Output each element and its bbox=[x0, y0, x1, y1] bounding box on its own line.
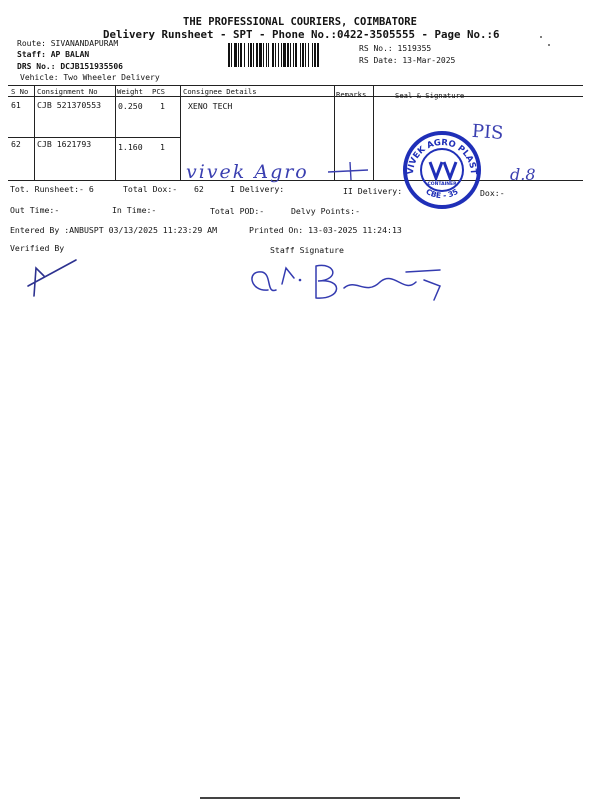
staff-signature-scribble bbox=[252, 265, 440, 300]
table-top-line bbox=[8, 85, 583, 86]
header-consignee: Consignee Details bbox=[183, 87, 257, 96]
stamp-bottom-text: CBE - 35 bbox=[424, 186, 460, 201]
table-row-consignment: CJB 521370553 bbox=[37, 100, 102, 110]
dox-label: Dox:- bbox=[480, 188, 505, 198]
header-weight: Weight bbox=[117, 87, 143, 96]
total-dox-value: 62 bbox=[194, 184, 204, 194]
staff-signature-label: Staff Signature bbox=[270, 245, 344, 255]
company-title: THE PROFESSIONAL COURIERS, COIMBATORE bbox=[183, 16, 417, 28]
rs-number: RS No.: 1519355 bbox=[359, 44, 432, 53]
table-row-consignee: XENO TECH bbox=[188, 101, 233, 111]
header-consignment: Consignment No bbox=[37, 87, 98, 96]
handwritten-signature: vivek Agro bbox=[186, 161, 309, 183]
table-col-line bbox=[34, 85, 35, 180]
barcode-bar bbox=[319, 43, 320, 67]
company-stamp bbox=[405, 133, 479, 207]
scan-edge bbox=[200, 797, 460, 799]
tot-runsheet: Tot. Runsheet:- 6 bbox=[10, 184, 94, 194]
table-row-weight: 1.160 bbox=[118, 142, 143, 152]
i-delivery: I Delivery: bbox=[230, 184, 285, 194]
barcode bbox=[228, 43, 352, 67]
in-time: In Time:- bbox=[112, 205, 157, 215]
header-remarks: Remarks bbox=[336, 90, 367, 99]
total-pod: Total POD:- bbox=[210, 206, 265, 216]
table-row-sno: 61 bbox=[11, 100, 21, 110]
table-row-pcs: 1 bbox=[160, 142, 165, 152]
table-row-sno: 62 bbox=[11, 139, 21, 149]
header-seal-signature: Seal & Signature bbox=[395, 91, 465, 100]
delvy-points: Delvy Points:- bbox=[291, 206, 361, 216]
total-dox-label: Total Dox:- bbox=[123, 184, 178, 194]
stamp-center-text: CONTAINER bbox=[427, 182, 457, 187]
printed-on: Printed On: 13-03-2025 11:24:13 bbox=[249, 225, 402, 235]
vehicle-label: Vehicle: Two Wheeler Delivery bbox=[20, 73, 160, 82]
drs-number: DRS No.: DCJB151935506 bbox=[17, 62, 123, 71]
scan-speck bbox=[548, 44, 550, 46]
runsheet-subtitle: Delivery Runsheet - SPT - Phone No.:0422-3505555 - Page No.:6 bbox=[103, 28, 500, 41]
stamp-top-text: VIVEK AGRO PLAST bbox=[405, 137, 479, 175]
table-col-line bbox=[180, 85, 181, 180]
table-row-consignment: CJB 1621793 bbox=[37, 139, 92, 149]
stamp-logo-icon bbox=[430, 162, 456, 178]
signature-dot bbox=[299, 279, 302, 282]
table-col-line bbox=[334, 85, 335, 180]
verified-signature bbox=[28, 260, 76, 296]
header-sno: S No bbox=[11, 87, 29, 96]
table-col-line bbox=[373, 85, 374, 180]
table-row-pcs: 1 bbox=[160, 101, 165, 111]
staff-label: Staff: AP BALAN bbox=[17, 50, 90, 59]
handwritten-date: d.8 bbox=[510, 165, 536, 184]
rs-date: RS Date: 13-Mar-2025 bbox=[359, 56, 456, 65]
entered-by: Entered By :ANBUSPT 03/13/2025 11:23:29 AM bbox=[10, 225, 218, 235]
scan-speck bbox=[540, 36, 542, 38]
verified-by: Verified By bbox=[10, 243, 65, 253]
table-row-weight: 0.250 bbox=[118, 101, 143, 111]
handwritten-pis: PIS bbox=[471, 120, 505, 144]
out-time: Out Time:- bbox=[10, 205, 60, 215]
table-header-line bbox=[8, 96, 583, 97]
table-col-line bbox=[115, 85, 116, 180]
ii-delivery: II Delivery: bbox=[343, 186, 403, 196]
table-bottom-line bbox=[8, 180, 583, 181]
header-pcs: PCS bbox=[152, 87, 165, 96]
route-label: Route: SIVANANDAPURAM bbox=[17, 39, 119, 48]
